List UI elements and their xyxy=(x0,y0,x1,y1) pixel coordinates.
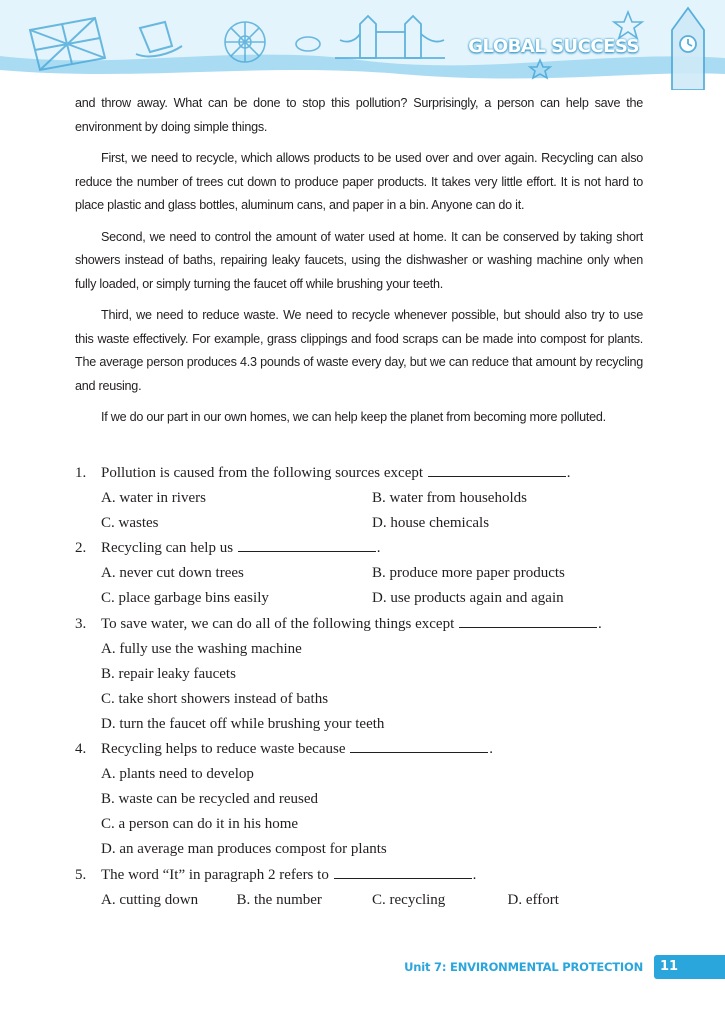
question-1 xyxy=(75,461,643,486)
option-row xyxy=(75,637,643,662)
page-header xyxy=(0,0,725,90)
option-row xyxy=(75,687,643,712)
option-d[interactable]: D. house chemicals xyxy=(372,515,490,532)
reading-passage xyxy=(75,92,643,438)
option-a[interactable]: A. plants need to develop xyxy=(101,766,254,783)
passage-paragraph: Second, we need to control the amount of water used at home. It can be conserved by taking short showers instead of baths, repairing leaky faucets, using the dishwasher or washing machine only when fully loaded, or simply turning the faucet off while brushing your teeth. xyxy=(75,229,643,291)
question-stem: Recycling helps to reduce waste because . xyxy=(101,737,643,762)
question-3 xyxy=(75,612,643,637)
answer-blank xyxy=(459,613,597,628)
option-row xyxy=(75,486,643,511)
option-a[interactable]: A. fully use the washing machine xyxy=(101,640,302,657)
option-b[interactable]: B. the number xyxy=(236,891,322,908)
question-stem: Recycling can help us . xyxy=(101,536,643,561)
question-number: 3. xyxy=(75,615,87,632)
option-d[interactable]: D. an average man produces compost for plants xyxy=(101,841,387,858)
option-b[interactable]: B. water from households xyxy=(372,490,527,507)
answer-blank xyxy=(350,738,488,753)
option-row xyxy=(75,712,643,737)
option-c[interactable]: C. wastes xyxy=(101,515,159,532)
option-c[interactable]: C. take short showers instead of baths xyxy=(101,690,329,707)
question-4 xyxy=(75,737,643,762)
option-row xyxy=(75,837,643,862)
unit-title: Unit 7: ENVIRONMENTAL PROTECTION xyxy=(404,960,643,974)
option-row xyxy=(75,511,643,536)
option-c[interactable]: C. place garbage bins easily xyxy=(101,590,269,607)
passage-paragraph: First, we need to recycle, which allows products to be used over and over again. Recycling can also reduce the number of trees cut down to produce paper products. It takes very little effort. It is not hard to place plastic and glass bottles, aluminum cans, and paper in a bin. Anyone can do it. xyxy=(75,151,643,212)
question-5 xyxy=(75,863,643,888)
question-number: 1. xyxy=(75,465,87,481)
option-d[interactable]: D. use products again and again xyxy=(372,590,564,607)
question-stem: The word “It” in paragraph 2 refers to . xyxy=(101,863,643,888)
question-number: 5. xyxy=(75,866,87,883)
option-c[interactable]: C. a person can do it in his home xyxy=(101,816,299,833)
question-list xyxy=(75,461,643,913)
question-number: 2. xyxy=(75,540,87,557)
ferris-wheel-icon xyxy=(225,22,265,62)
option-row xyxy=(75,787,643,812)
passage-paragraph: Third, we need to reduce waste. We need to recycle whenever possible, but should also try to use this waste effectively. For example, grass clippings and food scraps can be made into compost for plants. The average person produces 4.3 pounds of waste every day, but we can reduce that amount by recycling and reusing. xyxy=(75,308,643,393)
option-a[interactable]: A. never cut down trees xyxy=(101,565,244,582)
answer-blank xyxy=(334,864,472,879)
option-b[interactable]: B. produce more paper products xyxy=(372,565,565,582)
option-row xyxy=(75,662,643,687)
question-number: 4. xyxy=(75,741,87,758)
passage-paragraph: If we do our part in our own homes, we can help keep the planet from becoming more polluted. xyxy=(101,410,606,424)
option-b[interactable]: B. repair leaky faucets xyxy=(101,665,236,682)
answer-blank xyxy=(428,462,566,477)
question-stem: Pollution is caused from the following sources except . xyxy=(101,461,643,486)
option-row xyxy=(75,762,643,787)
option-a[interactable]: A. water in rivers xyxy=(101,490,206,507)
option-row xyxy=(75,812,643,837)
page-number: 11 xyxy=(654,955,725,979)
question-2 xyxy=(75,536,643,561)
question-stem: To save water, we can do all of the following things except . xyxy=(101,612,643,637)
option-a[interactable]: A. cutting down xyxy=(101,891,199,908)
option-b[interactable]: B. waste can be recycled and reused xyxy=(101,791,318,808)
option-row xyxy=(75,888,643,913)
option-c[interactable]: C. recycling xyxy=(372,891,446,908)
option-row xyxy=(75,561,643,586)
passage-paragraph: and throw away. What can be done to stop this pollution? Surprisingly, a person can help save the environment by doing simple things. xyxy=(75,96,643,134)
option-d[interactable]: D. turn the faucet off while brushing your teeth xyxy=(101,715,385,732)
logo: GLOBAL SUCCESS xyxy=(468,36,639,57)
option-row xyxy=(75,586,643,611)
option-d[interactable]: D. effort xyxy=(507,891,559,908)
answer-blank xyxy=(238,537,376,552)
